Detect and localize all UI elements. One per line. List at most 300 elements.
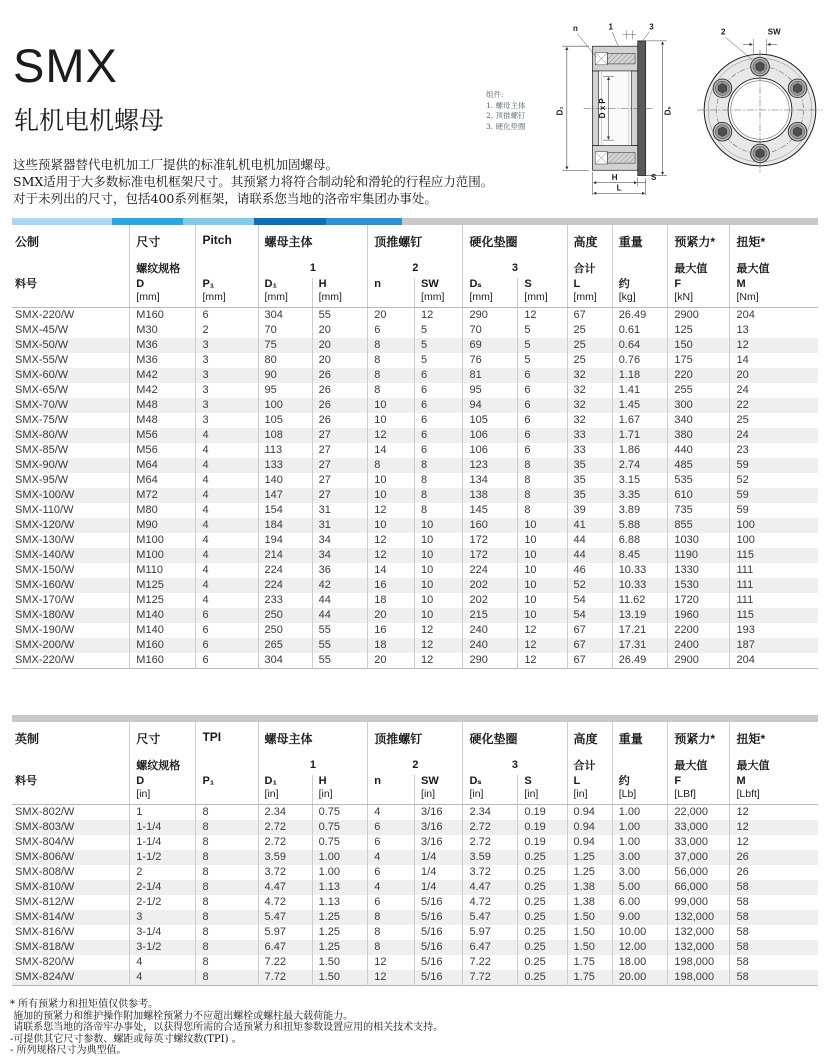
cell: 224: [258, 578, 312, 593]
cell: 12: [415, 653, 463, 669]
cell: 13: [730, 323, 818, 338]
cell: 3.00: [612, 865, 668, 880]
table-row: [12, 338, 818, 353]
footnote-line: -可提供其它尺寸参数、螺距或每英寸螺纹数(TPI) 。: [10, 1033, 242, 1045]
cell: 35: [567, 488, 612, 503]
cell: 4: [196, 518, 258, 533]
cell: 4: [196, 458, 258, 473]
cell: 2-1/4: [130, 880, 196, 895]
cell: 25: [567, 353, 612, 368]
column-header: 顶推螺钉: [368, 225, 463, 260]
cell: SMX-803/W: [15, 821, 75, 833]
cell: 6: [196, 608, 258, 623]
table-row: [12, 488, 818, 503]
cell: 0.19: [518, 820, 567, 835]
column-symbol: Dₛ [mm]: [463, 278, 518, 308]
cell: 6: [368, 323, 415, 338]
cell: 134: [463, 473, 518, 488]
column-subheader: 最大值: [730, 260, 818, 278]
cell: 3: [196, 398, 258, 413]
column-header: 英制: [15, 732, 40, 746]
cell: 12: [415, 308, 463, 324]
cell: SMX-150/W: [15, 564, 75, 576]
cell: 198,000: [668, 970, 730, 986]
cell: 7.72: [258, 970, 312, 986]
column-symbol: n: [368, 278, 415, 308]
table-row: [12, 970, 818, 986]
cell: 115: [730, 608, 818, 623]
cell: 25: [567, 323, 612, 338]
footnote-line: 施加的预紧力和维护操作附加螺栓预紧力不应超出螺栓或螺柱最大载荷能力。: [10, 1010, 354, 1022]
cell: 1.38: [567, 880, 612, 895]
cell: 42: [312, 578, 368, 593]
cell: SMX-65/W: [15, 384, 69, 396]
cell: M100: [130, 533, 196, 548]
cell: 1530: [668, 578, 730, 593]
table-row: [12, 443, 818, 458]
cell: SMX-90/W: [15, 459, 69, 471]
cell: 54: [567, 608, 612, 623]
cell: 2400: [668, 638, 730, 653]
cell: M36: [130, 338, 196, 353]
cell: SMX-804/W: [15, 836, 75, 848]
cell: 1720: [668, 593, 730, 608]
cell: 39: [567, 503, 612, 518]
cell: 32: [567, 413, 612, 428]
cell: 2-1/2: [130, 895, 196, 910]
cell: 81: [463, 368, 518, 383]
cell: 55: [312, 653, 368, 669]
cell: 6: [415, 398, 463, 413]
cell: SMX-802/W: [15, 806, 75, 818]
table-row: [12, 820, 818, 835]
table-row: [12, 473, 818, 488]
cell: 12: [730, 835, 818, 850]
cell: 12: [368, 503, 415, 518]
cell: SMX-816/W: [15, 926, 75, 938]
cell: 2.72: [258, 835, 312, 850]
column-symbol: M [Nm]: [730, 278, 818, 308]
cell: 111: [730, 563, 818, 578]
jacking-screw: [608, 153, 635, 164]
column-symbol: Dₛ [in]: [463, 775, 518, 805]
cell: 7.72: [463, 970, 518, 986]
cell: M160: [130, 638, 196, 653]
cell: SMX-60/W: [15, 369, 69, 381]
table-row: [12, 955, 818, 970]
cell: 3: [196, 338, 258, 353]
cell: 0.94: [567, 835, 612, 850]
cell: 2.34: [258, 805, 312, 821]
cell: 25: [730, 413, 818, 428]
cell: SMX-110/W: [15, 504, 74, 516]
cell: M30: [130, 323, 196, 338]
column-header: 高度: [567, 225, 612, 260]
cell: 1330: [668, 563, 730, 578]
parts-legend-item: 2. 顶推螺钉: [486, 111, 526, 120]
cell: 10: [415, 578, 463, 593]
cell: M72: [130, 488, 196, 503]
cell: M100: [130, 548, 196, 563]
cell: 1.75: [567, 955, 612, 970]
cell: 10: [415, 533, 463, 548]
cell: 70: [258, 323, 312, 338]
cell: 106: [463, 443, 518, 458]
cell: 214: [258, 548, 312, 563]
cell: 7.22: [463, 955, 518, 970]
cell: 12: [518, 653, 567, 669]
callout-2: 2: [721, 27, 726, 37]
column-header: 重量: [612, 225, 668, 260]
cell: 27: [312, 428, 368, 443]
cell: 8: [196, 865, 258, 880]
cell: 175: [668, 353, 730, 368]
cell: 10: [368, 473, 415, 488]
cell: 5/16: [415, 955, 463, 970]
cell: 4.47: [463, 880, 518, 895]
table-row: [12, 895, 818, 910]
cell: 2.34: [463, 805, 518, 821]
cell: 3.59: [258, 850, 312, 865]
cell: 202: [463, 578, 518, 593]
cell: 3.89: [612, 503, 668, 518]
color-bar: [12, 218, 818, 225]
cell: 5: [518, 353, 567, 368]
column-symbol: D₁ [mm]: [258, 278, 312, 308]
cell: 32: [567, 368, 612, 383]
cell: 150: [668, 338, 730, 353]
cell: 220: [668, 368, 730, 383]
cell: 1030: [668, 533, 730, 548]
cell: 1.00: [612, 835, 668, 850]
cell: 187: [730, 638, 818, 653]
cell: 8: [518, 503, 567, 518]
table-row: [12, 578, 818, 593]
table-row: [12, 805, 818, 821]
cell: 6: [518, 383, 567, 398]
column-subheader: 最大值: [668, 260, 730, 278]
cell: 1-1/2: [130, 850, 196, 865]
cell: 4: [196, 503, 258, 518]
cell: 31: [312, 518, 368, 533]
column-header: 扭矩*: [730, 225, 818, 260]
cell: 1.45: [612, 398, 668, 413]
cell: 1.50: [567, 925, 612, 940]
cell: 10: [368, 398, 415, 413]
cell: 735: [668, 503, 730, 518]
cell: 56,000: [668, 865, 730, 880]
cell: 132,000: [668, 940, 730, 955]
cell: 8: [196, 970, 258, 986]
jacking-screw-front: [788, 79, 807, 98]
column-symbol: P₁: [196, 775, 258, 805]
cell: 3.15: [612, 473, 668, 488]
cell: 1.25: [312, 910, 368, 925]
cell: 2: [196, 323, 258, 338]
table-row: [12, 865, 818, 880]
cell: 4: [196, 593, 258, 608]
cell: 12: [368, 428, 415, 443]
cell: 5.47: [258, 910, 312, 925]
description-line: 对于未列出的尺寸，包括400系列框架，请联系您当地的洛帝牢集团办事处。: [13, 191, 437, 206]
cell: 8: [415, 503, 463, 518]
cell: 1.50: [312, 955, 368, 970]
cell: 6: [518, 368, 567, 383]
cell: SMX-140/W: [15, 549, 75, 561]
jacking-screw-front: [751, 57, 770, 76]
cell: 23: [730, 443, 818, 458]
bar-segment: [326, 218, 402, 225]
table-row: [12, 835, 818, 850]
cell: 10: [415, 593, 463, 608]
cell: 6.00: [612, 895, 668, 910]
cell: 58: [730, 940, 818, 955]
jacking-screw-front: [751, 144, 770, 163]
cell: 76: [463, 353, 518, 368]
table-row: [12, 850, 818, 865]
cell: 10: [368, 488, 415, 503]
cell: 5/16: [415, 925, 463, 940]
table-row: [12, 368, 818, 383]
cell: 4.47: [258, 880, 312, 895]
table-row: [12, 398, 818, 413]
footnotes: [10, 999, 830, 1057]
cell: 1.18: [612, 368, 668, 383]
description-line: SMX适用于大多数标准电机框架尺寸。其预紧力将符合制动轮和滑轮的行程应力范围。: [13, 174, 494, 189]
cell: 44: [567, 533, 612, 548]
cell: 8: [196, 910, 258, 925]
cell: SMX-100/W: [15, 489, 75, 501]
cell: 160: [463, 518, 518, 533]
cell: 115: [730, 548, 818, 563]
cell: 123: [463, 458, 518, 473]
cell: 172: [463, 548, 518, 563]
cell: 3: [130, 910, 196, 925]
table-row: [12, 383, 818, 398]
cell: 6: [368, 835, 415, 850]
cell: 2.72: [463, 835, 518, 850]
cell: 12: [730, 805, 818, 821]
cell: 194: [258, 533, 312, 548]
cell: 198,000: [668, 955, 730, 970]
cell: 66,000: [668, 880, 730, 895]
cell: 610: [668, 488, 730, 503]
cell: SMX-45/W: [15, 324, 69, 336]
cell: 202: [463, 593, 518, 608]
cell: 35: [567, 473, 612, 488]
cell: M160: [130, 308, 196, 324]
cell: 1/4: [415, 850, 463, 865]
cell: SMX-170/W: [15, 594, 75, 606]
cell: 3/16: [415, 835, 463, 850]
cell: 8: [196, 925, 258, 940]
cell: 7.22: [258, 955, 312, 970]
cell: SMX-70/W: [15, 399, 69, 411]
cell: 4: [196, 563, 258, 578]
cell: 8: [368, 338, 415, 353]
cell: 52: [567, 578, 612, 593]
cell: SMX-160/W: [15, 579, 75, 591]
cell: 26: [312, 413, 368, 428]
cell: 5: [518, 338, 567, 353]
cell: 108: [258, 428, 312, 443]
cell: 5.97: [463, 925, 518, 940]
cell: 10: [368, 518, 415, 533]
cell: 3: [196, 413, 258, 428]
cell: 1.25: [567, 850, 612, 865]
cell: 1.00: [612, 820, 668, 835]
cell: 4: [196, 443, 258, 458]
column-symbol: L [mm]: [567, 278, 612, 308]
cell: 9.00: [612, 910, 668, 925]
cell: 22,000: [668, 805, 730, 821]
cell: 105: [258, 413, 312, 428]
cell: 6: [368, 895, 415, 910]
cell: 8: [368, 910, 415, 925]
cell: 58: [730, 880, 818, 895]
cell: 3.35: [612, 488, 668, 503]
footnote-line: * 所有预紧力和扭矩值仅供参考。: [10, 999, 159, 1010]
cell: 44: [312, 593, 368, 608]
cell: 6: [196, 638, 258, 653]
table-row: [12, 910, 818, 925]
cell: 6: [415, 443, 463, 458]
cell: 33,000: [668, 820, 730, 835]
technical-drawings: [486, 10, 830, 212]
parts-legend-item: 1. 螺母主体: [486, 100, 526, 110]
cell: 304: [258, 308, 312, 324]
column-subheader: [612, 260, 668, 278]
cell: SMX-220/W: [15, 309, 75, 321]
cell: 26: [312, 398, 368, 413]
cell: 5/16: [415, 940, 463, 955]
cell: SMX-810/W: [15, 881, 75, 893]
cell: 27: [312, 458, 368, 473]
cell: 14: [730, 353, 818, 368]
footnote-line: - 所列规格尺寸为典型值。: [10, 1045, 127, 1056]
cell: 290: [463, 653, 518, 669]
cell: 10: [518, 518, 567, 533]
cell: SMX-814/W: [15, 911, 75, 923]
cell: 111: [730, 593, 818, 608]
cell: 204: [730, 308, 818, 324]
table-row: [12, 563, 818, 578]
cell: 31: [312, 503, 368, 518]
cell: 100: [730, 518, 818, 533]
cell: 8: [518, 458, 567, 473]
cell: M42: [130, 383, 196, 398]
column-symbol: 料号: [12, 278, 130, 308]
cell: 36: [312, 563, 368, 578]
cell: 106: [463, 428, 518, 443]
cell: 3.00: [612, 850, 668, 865]
cell: 1.75: [567, 970, 612, 986]
cell: 12: [518, 623, 567, 638]
cell: 99,000: [668, 895, 730, 910]
cell: 1.50: [312, 970, 368, 986]
column-symbol: L [in]: [567, 775, 612, 805]
cell: 265: [258, 638, 312, 653]
jacking-screw: [608, 53, 635, 64]
cell: 1.38: [567, 895, 612, 910]
column-symbol: F [LBf]: [668, 775, 730, 805]
cell: 69: [463, 338, 518, 353]
cell: 111: [730, 578, 818, 593]
dimension-label-h: H: [611, 173, 618, 182]
cell: 4: [130, 970, 196, 986]
cell: 0.19: [518, 805, 567, 821]
cell: 41: [567, 518, 612, 533]
cell: 1.25: [312, 940, 368, 955]
cell: 0.19: [518, 835, 567, 850]
cell: 58: [730, 955, 818, 970]
column-subheader: 1: [258, 260, 368, 278]
cell: 1/4: [415, 865, 463, 880]
cell: 1: [130, 805, 196, 821]
parts-legend-item: 3. 硬化垫圈: [486, 121, 526, 131]
column-header: 螺母主体: [258, 225, 368, 260]
cell: 10: [518, 563, 567, 578]
cell: 94: [463, 398, 518, 413]
table-row: [12, 308, 818, 324]
cell: 32: [567, 398, 612, 413]
column-symbol: S [mm]: [518, 278, 567, 308]
column-header: TPI: [196, 722, 258, 757]
column-subheader: 最大值: [730, 757, 818, 775]
cell: 4: [196, 488, 258, 503]
cell: 10.00: [612, 925, 668, 940]
cell: 4.72: [258, 895, 312, 910]
cell: 10: [415, 563, 463, 578]
cell: 100: [730, 533, 818, 548]
cell: M42: [130, 368, 196, 383]
cell: SMX-75/W: [15, 414, 69, 426]
table-row: [12, 925, 818, 940]
column-header: 螺母主体: [258, 722, 368, 757]
column-symbol: F [kN]: [668, 278, 730, 308]
cell: 5/16: [415, 970, 463, 986]
dimension-label-ds: Dₛ: [663, 106, 673, 116]
cell: SMX-130/W: [15, 534, 75, 546]
cell: 10: [415, 608, 463, 623]
cell: 27: [312, 443, 368, 458]
cell: 6: [368, 865, 415, 880]
cell: 5.97: [258, 925, 312, 940]
cell: 255: [668, 383, 730, 398]
cell: 90: [258, 368, 312, 383]
cell: 37,000: [668, 850, 730, 865]
cell: 3.72: [463, 865, 518, 880]
cell: M80: [130, 503, 196, 518]
cell: 12: [518, 308, 567, 324]
table-row: [12, 353, 818, 368]
cell: 13.19: [612, 608, 668, 623]
page-subtitle: 轧机电机螺母: [14, 107, 165, 135]
column-header: 顶推螺钉: [368, 722, 463, 757]
column-header: 硬化垫圈: [463, 722, 567, 757]
cell: 8: [196, 850, 258, 865]
cell: 240: [463, 638, 518, 653]
column-symbol: 约 [Lb]: [612, 775, 668, 805]
cell: 1960: [668, 608, 730, 623]
cell: 58: [730, 970, 818, 986]
cell: 8: [518, 488, 567, 503]
cell: 133: [258, 458, 312, 473]
cell: 4: [368, 880, 415, 895]
cell: 1-1/4: [130, 820, 196, 835]
cell: 6: [196, 653, 258, 669]
cell: 8: [415, 458, 463, 473]
